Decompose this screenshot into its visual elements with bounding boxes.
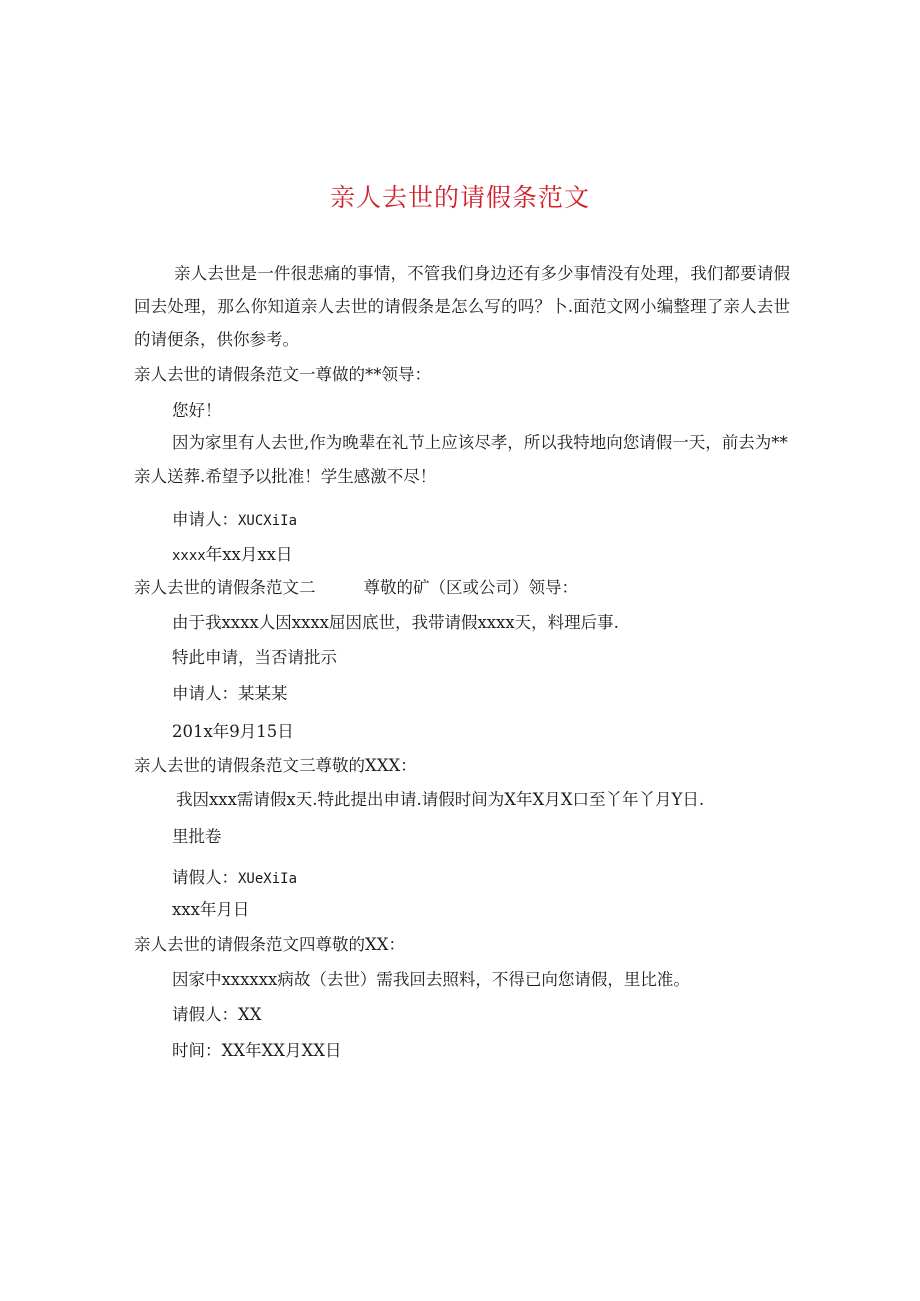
section-3-heading: 亲人去世的请假条范文三尊敬的XXX： (134, 756, 417, 775)
section-1-applicant (172, 509, 297, 532)
section-2-heading-salutation: 尊敬的矿（区或公司）领导： (363, 578, 578, 597)
applicant-label: 申请人： (172, 510, 238, 529)
section-3-approve: 里批卷 (172, 827, 222, 846)
section-1-body: 因为家里有人去世,作为晚辈在礼节上应该尽孝，所以我特地向您请假一天，前去为**亲人送葬.希望予以批准！学生感激不尽！ (134, 433, 788, 486)
applicant-label: 请假人： (172, 868, 238, 887)
section-4-date: 时间：XX年XX月XX日 (172, 1041, 342, 1060)
section-2-request: 特此申请，当否请批示 (172, 648, 337, 667)
section-3-body: 我因xxx需请假x天.特此提出申请.请假时间为X年X月X口至丫年丫月Y日. (176, 790, 705, 809)
applicant-name: XUeXiIa (238, 871, 298, 887)
date-text: 年xx月xx日 (205, 545, 293, 564)
section-3-applicant (172, 867, 297, 890)
section-4-heading: 亲人去世的请假条范文四尊敬的XX： (134, 935, 405, 954)
intro-paragraph: 亲人去世是一件很悲痛的事情，不管我们身边还有多少事情没有处理，我们都要请假回去处理，那么你知道亲人去世的请假条是怎么写的吗？卜.面范文网小编整理了亲人去世的请便条，供你参考。 (134, 264, 790, 349)
date-prefix: xxxx (172, 548, 206, 564)
section-1-greeting: 您好！ (172, 401, 222, 420)
section-4-applicant: 请假人：XX (172, 1005, 262, 1024)
section-4-body: 因家中xxxxxx病故（去世）需我回去照料，不得已向您请假，里比准。 (172, 970, 690, 989)
section-2-heading-title: 亲人去世的请假条范文二 (134, 578, 316, 597)
section-1-date (172, 544, 292, 567)
section-2-body: 由于我xxxx人因xxxx屈因底世，我带请假xxxx天，料理后事. (172, 613, 619, 632)
section-1-heading: 亲人去世的请假条范文一尊做的**领导： (134, 365, 431, 384)
section-2-heading (134, 577, 578, 599)
section-2-applicant: 申请人：某某某 (172, 684, 288, 703)
applicant-name: XUCXiIa (238, 513, 298, 529)
section-2-date: 201x年9月15日 (172, 722, 294, 741)
document-title: 亲人去世的请假条范文 (329, 183, 590, 212)
section-3-date: xxx年月日 (172, 900, 250, 919)
